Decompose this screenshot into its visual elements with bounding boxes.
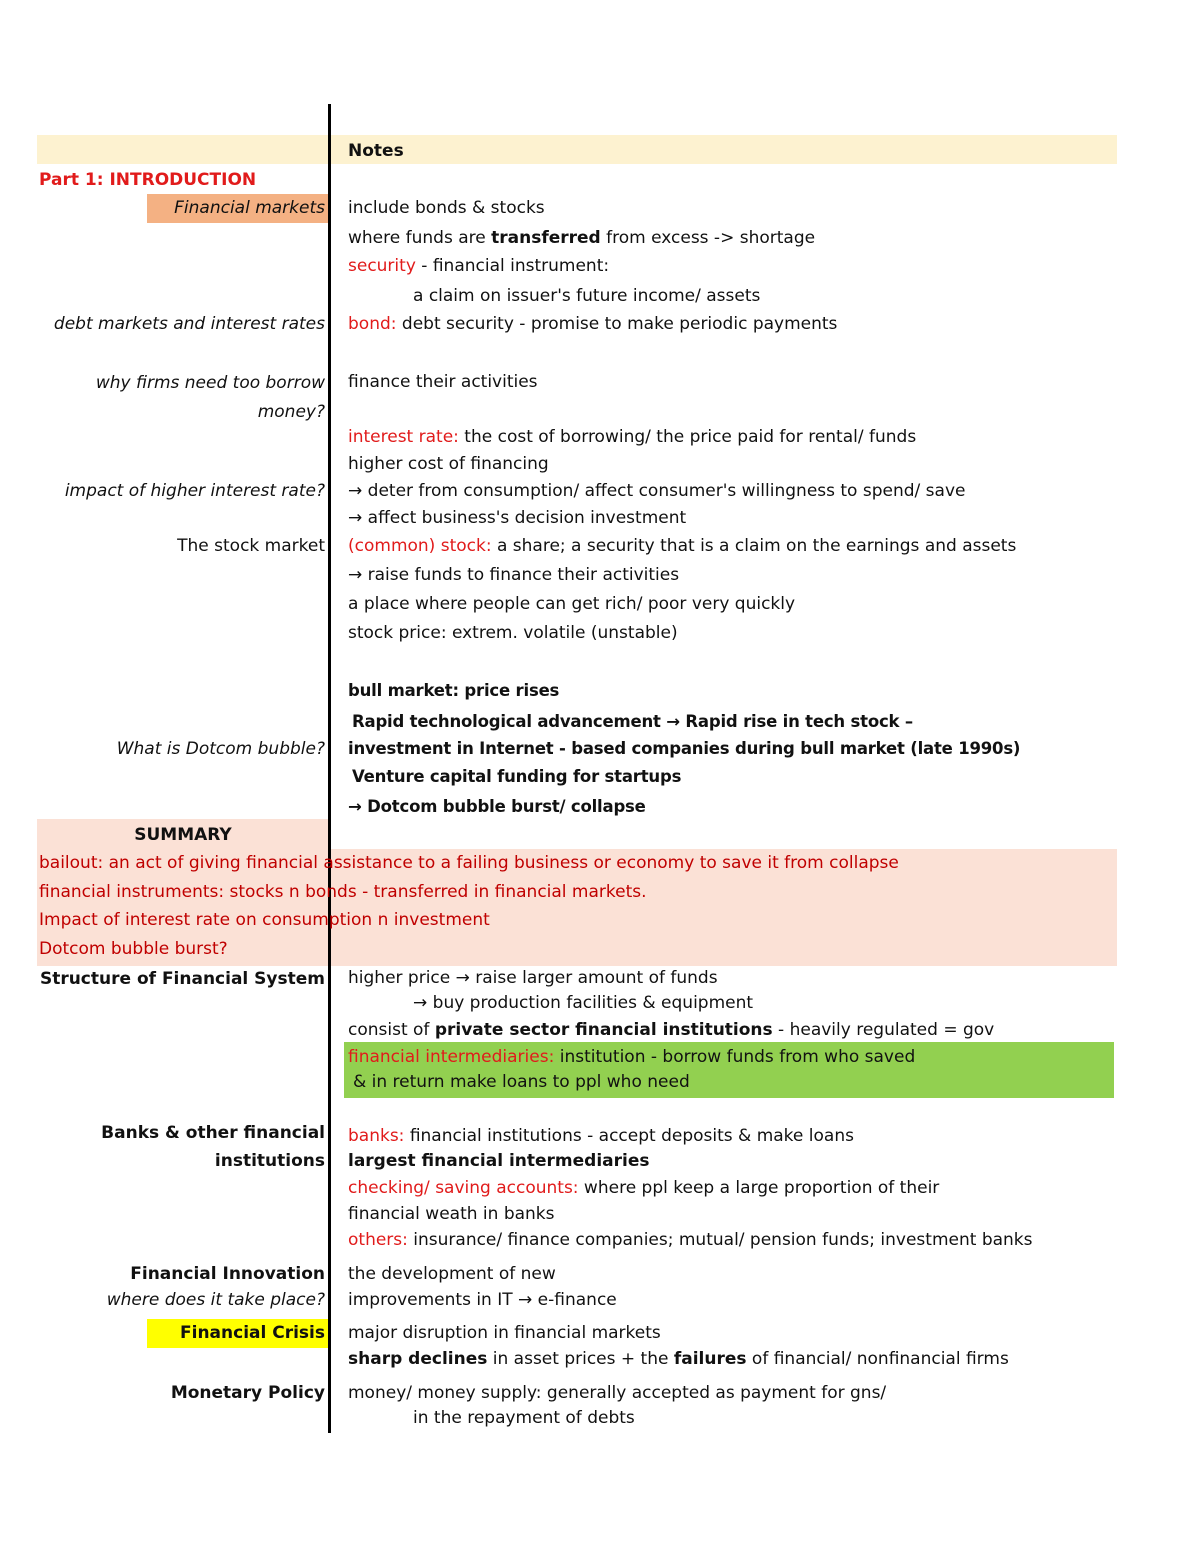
crisis-note-1: major disruption in financial markets xyxy=(348,1323,661,1343)
stock-note-2: → raise funds to finance their activities xyxy=(348,565,680,585)
bull-market-note: bull market: price rises xyxy=(348,681,560,700)
summary-title: SUMMARY xyxy=(134,825,232,845)
summary-line: bailout: an act of giving financial assistance to a failing business or economy to save it from collapse xyxy=(39,853,899,873)
part-title: Part 1: INTRODUCTION xyxy=(39,170,257,190)
banks-label-1: Banks & other financial xyxy=(101,1123,325,1143)
banks-note-3: checking/ saving accounts: where ppl keep a large proportion of their xyxy=(348,1178,940,1198)
banks-label-2: institutions xyxy=(214,1151,325,1171)
innovation-note-2: improvements in IT → e-finance xyxy=(348,1290,617,1310)
dotcom-note-1: Rapid technological advancement → Rapid rise in tech stock – xyxy=(352,712,913,731)
innovation-label-2: where does it take place? xyxy=(106,1290,325,1310)
innovation-label-1: Financial Innovation xyxy=(130,1264,325,1284)
intermediaries-note-2: & in return make loans to ppl who need xyxy=(353,1072,690,1092)
why-borrow-note: finance their activities xyxy=(348,372,538,392)
banks-note-4: financial weath in banks xyxy=(348,1204,555,1224)
banks-note-2: largest financial intermediaries xyxy=(348,1151,650,1171)
impact-label: impact of higher interest rate? xyxy=(64,481,325,501)
fm-note-2: where funds are transferred from excess -> shortage xyxy=(348,228,816,248)
banks-note-5: others: insurance/ finance companies; mutual/ pension funds; investment banks xyxy=(348,1230,1033,1250)
fm-note-4: a claim on issuer's future income/ assets xyxy=(413,286,761,306)
crisis-label: Financial Crisis xyxy=(180,1323,325,1343)
impact-note-1: → deter from consumption/ affect consumer's willingness to spend/ save xyxy=(348,481,966,501)
summary-line: Impact of interest rate on consumption n investment xyxy=(39,910,490,930)
notes-header-band xyxy=(37,135,1117,164)
interest-rate-note: interest rate: the cost of borrowing/ the price paid for rental/ funds xyxy=(348,427,917,447)
dotcom-note-2: investment in Internet - based companies during bull market (late 1990s) xyxy=(348,739,1021,758)
financial-markets-label: Financial markets xyxy=(174,198,325,218)
summary-line: financial instruments: stocks n bonds - transferred in financial markets. xyxy=(39,882,647,902)
fm-note-3: security - financial instrument: xyxy=(348,256,610,276)
structure-note-1: higher price → raise larger amount of funds xyxy=(348,968,718,988)
innovation-note-1: the development of new xyxy=(348,1264,556,1284)
structure-note-2: → buy production facilities & equipment xyxy=(413,993,754,1013)
crisis-note-2: sharp declines in asset prices + the failures of financial/ nonfinancial firms xyxy=(348,1349,1009,1369)
stock-note-4: stock price: extrem. volatile (unstable) xyxy=(348,623,678,643)
stock-market-label: The stock market xyxy=(177,536,325,556)
notes-heading: Notes xyxy=(348,141,404,161)
structure-note-3: consist of private sector financial institutions - heavily regulated = gov xyxy=(348,1020,995,1040)
dotcom-note-4: → Dotcom bubble burst/ collapse xyxy=(348,797,646,816)
stock-note-3: a place where people can get rich/ poor very quickly xyxy=(348,594,796,614)
why-borrow-label-2: money? xyxy=(257,402,325,422)
why-borrow-label-1: why firms need too borrow xyxy=(95,373,325,393)
intermediaries-note-1: financial intermediaries: institution - borrow funds from who saved xyxy=(348,1047,916,1067)
structure-label: Structure of Financial System xyxy=(39,969,325,989)
dotcom-label: What is Dotcom bubble? xyxy=(116,739,325,759)
debt-markets-label: debt markets and interest rates xyxy=(53,314,325,334)
impact-note-2: → affect business's decision investment xyxy=(348,508,687,528)
monetary-label: Monetary Policy xyxy=(170,1383,325,1403)
higher-cost-note: higher cost of financing xyxy=(348,454,549,474)
dotcom-note-3: Venture capital funding for startups xyxy=(352,767,682,786)
banks-note-1: banks: financial institutions - accept deposits & make loans xyxy=(348,1126,854,1146)
summary-line: Dotcom bubble burst? xyxy=(39,939,228,959)
monetary-note-2: in the repayment of debts xyxy=(413,1408,635,1428)
bond-note: bond: debt security - promise to make periodic payments xyxy=(348,314,838,334)
monetary-note-1: money/ money supply: generally accepted as payment for gns/ xyxy=(348,1383,887,1403)
column-divider xyxy=(328,104,331,1433)
stock-note-1: (common) stock: a share; a security that is a claim on the earnings and assets xyxy=(348,536,1017,556)
fm-note-1: include bonds & stocks xyxy=(348,198,545,218)
